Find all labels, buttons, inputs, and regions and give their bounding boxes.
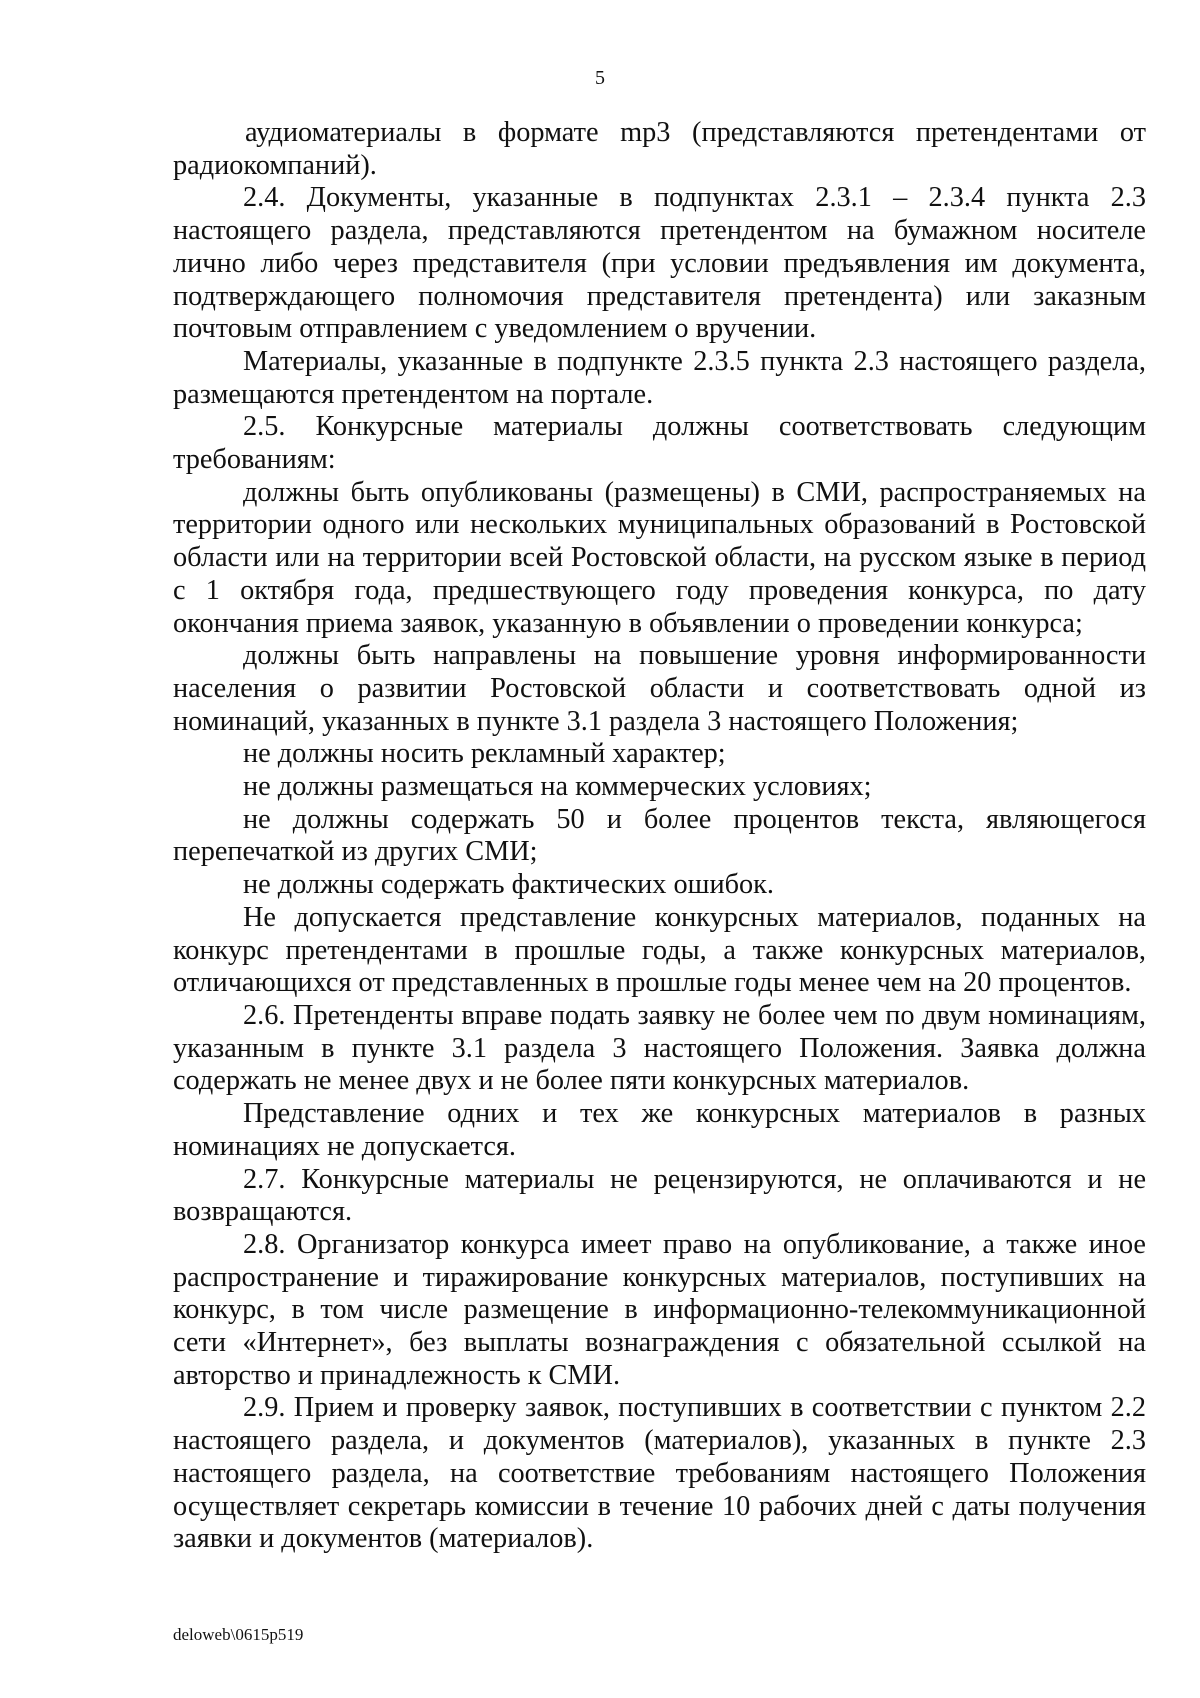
document-body bbox=[173, 117, 1146, 1556]
requirement-no-reprint: не должны содержать 50 и более процентов текста, являющегося перепечаткой из других СМИ; bbox=[173, 803, 1146, 868]
paragraph-same-materials: Представление одних и тех же конкурсных материалов в разных номинациях не допускается. bbox=[173, 1098, 1146, 1162]
paragraph-2-6: 2.6. Претенденты вправе подать заявку не более чем по двум номинациям, указанным в пункте 3.1 раздела 3 настоящего Положения. Заявка должна содержать не менее двух и не более пяти конкурсных материалов. bbox=[173, 999, 1146, 1097]
footer-document-code: deloweb\0615p519 bbox=[173, 1625, 304, 1644]
requirement-no-errors: не должны содержать фактических ошибок. bbox=[243, 869, 774, 901]
paragraph-no-previous-materials: Не допускается представление конкурсных материалов, поданных на конкурс претендентами в прошлые годы, а также конкурсных материалов, отличающихся от представленных в прошлые годы менее чем на 20 процентов. bbox=[173, 901, 1146, 999]
paragraph-2-4: 2.4. Документы, указанные в подпунктах 2.3.1 – 2.3.4 пункта 2.3 настоящего раздела, представляются претендентом на бумажном носителе лично либо через представителя (при условии предъявления им документа, подтверждающего полномочия представителя претендента) или заказным почтовым отправлением с уведомлением о вручении. bbox=[173, 182, 1146, 345]
requirement-no-commercial: не должны размещаться на коммерческих условиях; bbox=[243, 771, 872, 803]
paragraph-2-9: 2.9. Прием и проверку заявок, поступивших в соответствии с пунктом 2.2 настоящего раздела, и документов (материалов), указанных в пункте 2.3 настоящего раздела, на соответствие требованиям настоящего Положения осуществляет секретарь комиссии в течение 10 рабочих дней с даты получения заявки и документов (материалов). bbox=[173, 1392, 1146, 1555]
paragraph-audio-materials: аудиоматериалы в формате mp3 (представляются претендентами от радиокомпаний). bbox=[173, 117, 1146, 181]
requirement-no-advertising: не должны носить рекламный характер; bbox=[243, 738, 726, 770]
paragraph-2-7: 2.7. Конкурсные материалы не рецензируются, не оплачиваются и не возвращаются. bbox=[173, 1163, 1146, 1228]
page-number: 5 bbox=[595, 67, 605, 89]
paragraph-2-5: 2.5. Конкурсные материалы должны соответствовать следующим требованиям: bbox=[173, 411, 1146, 476]
requirement-informing: должны быть направлены на повышение уровня информированности населения о развитии Ростовской области и соответствовать одной из номинаций, указанных в пункте 3.1 раздела 3 настоящего Положения; bbox=[173, 640, 1146, 737]
requirement-published: должны быть опубликованы (размещены) в СМИ, распространяемых на территории одного или нескольких муниципальных образований в Ростовской области или на территории всей Ростовской области, на русском языке в период с 1 октября года, предшествующего году проведения конкурса, по дату окончания приема заявок, указанную в объявлении о проведении конкурса; bbox=[173, 476, 1146, 639]
paragraph-2-8: 2.8. Организатор конкурса имеет право на опубликование, а также иное распространение и тиражирование конкурсных материалов, поступивших на конкурс, в том числе размещение в информационно-телекоммуникационной сети «Интернет», без выплаты вознаграждения с обязательной ссылкой на авторство и принадлежность к СМИ. bbox=[173, 1228, 1146, 1391]
paragraph-materials-portal: Материалы, указанные в подпункте 2.3.5 пункта 2.3 настоящего раздела, размещаются претендентом на портале. bbox=[173, 345, 1146, 410]
